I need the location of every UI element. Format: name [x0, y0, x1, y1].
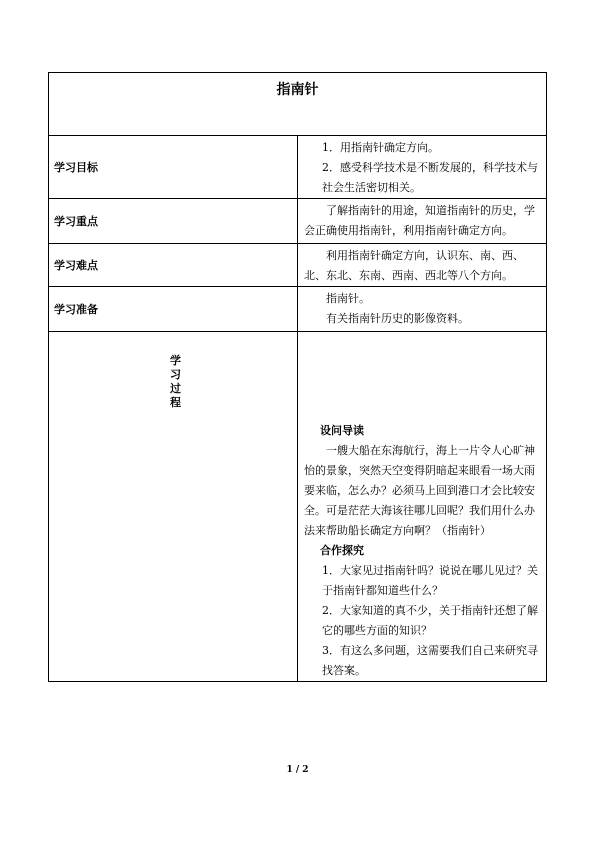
title-cell [49, 73, 547, 136]
preparation-row [49, 287, 547, 332]
difficulties-content [298, 244, 547, 287]
guide-heading: 设问导读 [320, 424, 364, 437]
process-label: 学习过程 [170, 354, 181, 409]
page-number: 1 / 2 [286, 765, 309, 775]
key-points-text: 了解指南针的用途，知道指南针的历史，学会正确使用指南针，利用指南针确定方向。 [304, 204, 535, 237]
preparation-content [298, 287, 547, 332]
preparation-item: 指南针。 [326, 292, 370, 305]
lesson-plan-table [48, 72, 547, 682]
page-title: 指南针 [276, 82, 319, 98]
difficulties-label: 学习难点 [49, 244, 298, 287]
title-row [49, 73, 547, 136]
key-points-row [49, 199, 547, 244]
preparation-item: 有关指南针历史的影像资料。 [326, 312, 469, 325]
key-points-label: 学习重点 [49, 199, 298, 244]
goal-item: 2．感受科学技术是不断发展的，科学技术与社会生活密切相关。 [322, 161, 538, 194]
goals-row [49, 136, 547, 199]
process-label-cell [49, 332, 298, 682]
guide-text: 一艘大船在东海航行，海上一片令人心旷神怡的景象，突然天空变得阴暗起来眼看一场大雨要来临，怎么办？必须马上回到港口才会比较安全。可是茫茫大海该往哪儿回呢？我们用什么办法来帮助船长确定方向啊？（指南针） [304, 444, 535, 537]
process-content [298, 332, 547, 682]
preparation-label: 学习准备 [49, 287, 298, 332]
inquiry-item: 2．大家知道的真不少，关于指南针还想了解它的哪些方面的知识？ [322, 604, 538, 637]
key-points-content [298, 199, 547, 244]
process-row [49, 332, 547, 682]
difficulties-row [49, 244, 547, 287]
inquiry-item: 3．有这么多问题，这需要我们自己来研究寻找答案。 [322, 644, 538, 677]
inquiry-heading: 合作探究 [320, 544, 364, 557]
goals-content [298, 136, 547, 199]
inquiry-item: 1．大家见过指南针吗？说说在哪儿见过？关于指南针都知道些什么？ [322, 564, 538, 597]
difficulties-text: 利用指南针确定方向，认识东、南、西、北、东北、东南、西南、西北等八个方向。 [304, 249, 524, 282]
goal-item: 1．用指南针确定方向。 [322, 141, 439, 154]
goals-label: 学习目标 [49, 136, 298, 199]
